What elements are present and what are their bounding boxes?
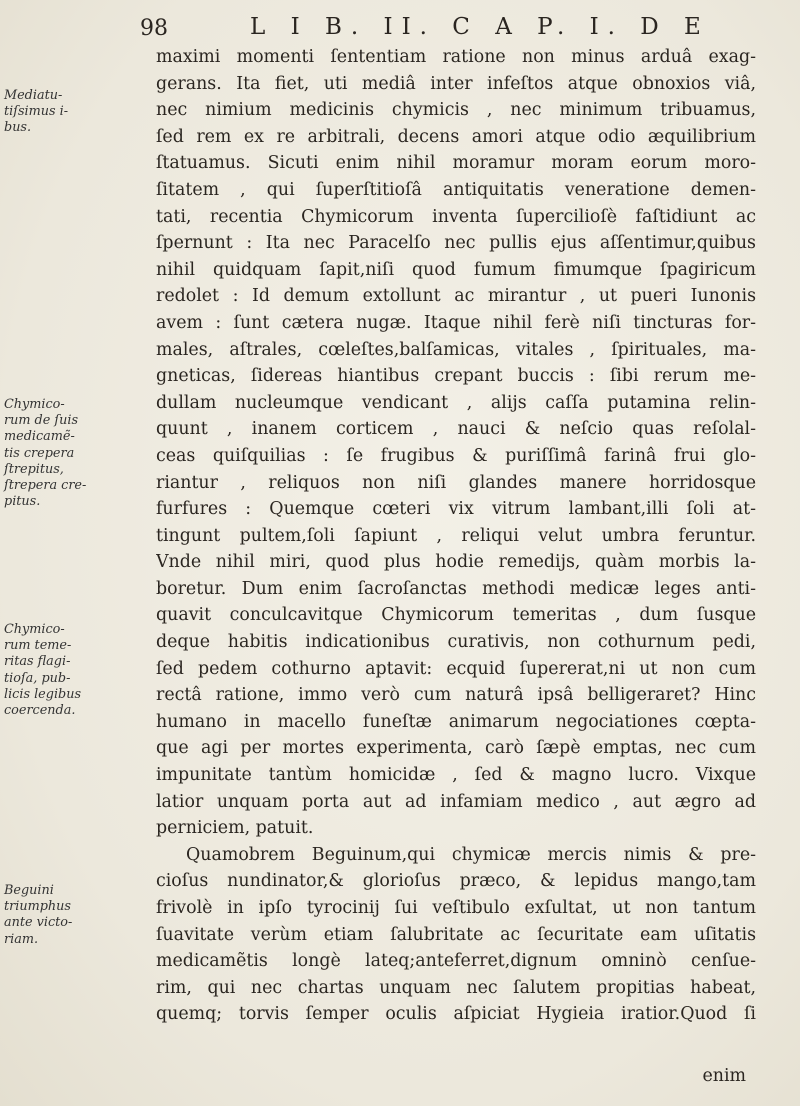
text-line: gneticas, ſidereas hiantibus crepant buccis : ſibi rerum me- (156, 366, 756, 387)
text-line: boretur. Dum enim ſacroſanctas methodi medicæ leges anti- (156, 578, 756, 599)
margin-note-line: triumphus (4, 899, 71, 915)
text-line: rectâ ratione, immo verò cum naturâ ipsâ belligeraret? Hinc (156, 685, 756, 706)
text-line: medicamẽtis longè lateq;anteferret,dignum omninò cenſue- (156, 951, 756, 972)
text-line: Vnde nihil miri, quod plus hodie remedijs, quàm morbis la- (156, 552, 756, 573)
text-line: que agi per mortes experimenta, carò ſæpè emptas, nec cum (156, 738, 756, 759)
text-line: furfures : Quemque cœteri vix vitrum lambant,illi ſoli at- (156, 499, 756, 520)
margin-note-line: bus. (4, 120, 32, 136)
margin-note-line: licis legibus (4, 686, 82, 702)
margin-note-line: Mediatu- (4, 88, 63, 103)
page-number: 98 (140, 16, 168, 41)
text-line: riantur , reliquos non niſi glandes manere horridosque (156, 472, 756, 493)
text-line: avem : ſunt cætera nugæ. Itaque nihil ferè niſi tincturas for- (156, 312, 756, 333)
text-line: humano in macello funeſtæ animarum negociationes cœpta- (156, 711, 756, 732)
text-line: ſitatem , qui ſuperſtitioſâ antiquitatis veneratione demen- (156, 179, 756, 200)
text-line: impunitate tantùm homicidæ , ſed & magno lucro. Vixque (156, 765, 756, 786)
text-line: ſed pedem cothurno aptavit: ecquid ſupererat,ni ut non cum (156, 658, 756, 679)
text-line: dullam nucleumque vendicant , alijs caſſa putamina relin- (156, 392, 756, 413)
text-line: frivolè in ipſo tyrocinij ſui veſtibulo exſultat, ut non tantum (156, 898, 756, 918)
text-line: maximi momenti ſententiam ratione non minus arduâ exag- (156, 47, 756, 67)
text-line: quemq; torvis ſemper oculis aſpiciat Hygieia iratior.Quod ſi (156, 1004, 756, 1025)
text-line: ſtatuamus. Sicuti enim nihil moramur moram eorum moro- (156, 153, 756, 174)
margin-note-line: riam. (4, 931, 39, 947)
margin-note-line: rum teme- (4, 638, 72, 654)
text-line: perniciem, patuit. (156, 818, 314, 839)
text-line: rim, qui nec chartas unquam nec ſalutem propitias habeat, (156, 977, 756, 998)
margin-note-line: ſtrepitus, (4, 461, 64, 477)
page-header (140, 12, 750, 46)
text-line: ſed rem ex re arbitrali, decens amori atque odio æquilibrium (156, 126, 756, 147)
text-line: ceas quiſquilias : ſe frugibus & puriſſimâ farinâ frui glo- (156, 445, 756, 466)
text-line: quavit conculcavitque Chymicorum temeritas , dum ſusque (156, 605, 756, 626)
margin-note-line: Chymico- (4, 397, 65, 412)
body-text (156, 44, 756, 1028)
text-line: tati, recentia Chymicorum inventa ſupercilioſè faſtidiunt ac (156, 206, 756, 227)
margin-note-line: medicamẽ- (4, 429, 75, 445)
margin-note-line: tis crepera (4, 445, 75, 461)
text-line: quunt , inanem corticem , nauci & neſcio quas reſolal- (156, 419, 756, 440)
margin-note-line: rum de ſuis (4, 413, 79, 429)
margin-note-line: pitus. (4, 494, 41, 510)
margin-note-line: ante victo- (4, 915, 73, 931)
text-line: nihil quidquam ſapit,niſi quod fumum fimumque ſpagiricum (156, 259, 756, 280)
margin-note-1 (4, 88, 92, 137)
text-line: ſpernunt : Ita nec Paracelſo nec pullis ejus aſſentimur,quibus (156, 233, 756, 254)
margin-note-line: coercenda. (4, 703, 76, 719)
margin-note-line: ſtrepera cre- (4, 478, 87, 494)
text-line: gerans. Ita fiet, uti mediâ inter infeſtos atque obnoxios viâ, (156, 73, 756, 94)
text-line: males, aſtrales, cœleſtes,balſamicas, vitales , ſpirituales, ma- (156, 339, 756, 360)
text-line: latior unquam porta aut ad infamiam medico , aut ægro ad (156, 791, 756, 812)
text-line: redolet : Id demum extollunt ac mirantur , ut pueri Iunonis (156, 286, 756, 307)
margin-note-3 (4, 622, 92, 719)
margin-note-2 (4, 397, 92, 510)
text-line: Quamobrem Beguinum,qui chymicæ mercis nimis & pre- (186, 844, 756, 865)
margin-note-4 (4, 883, 92, 948)
margin-note-line: ritas flagi- (4, 654, 71, 670)
catchword: enim (702, 1066, 746, 1086)
margin-note-line: tioſa, pub- (4, 670, 71, 686)
text-line: cioſus nundinator,& glorioſus præco, & lepidus mango,tam (156, 871, 756, 892)
text-line: tingunt pultem,ſoli ſapiunt , reliqui velut umbra feruntur. (156, 525, 756, 546)
margin-note-line: tiſsimus i- (4, 104, 69, 120)
text-line: nec nimium medicinis chymicis , nec minimum tribuamus, (156, 100, 756, 121)
margin-note-line: Beguini (4, 883, 54, 898)
margin-note-line: Chymico- (4, 622, 65, 637)
text-line: ſuavitate verùm etiam ſalubritate ac ſecuritate eam uſitatis (156, 924, 756, 945)
text-line: deque habitis indicationibus curativis, non cothurnum pedi, (156, 632, 756, 653)
running-head: L I B. II. C A P. I. D E (250, 14, 710, 40)
